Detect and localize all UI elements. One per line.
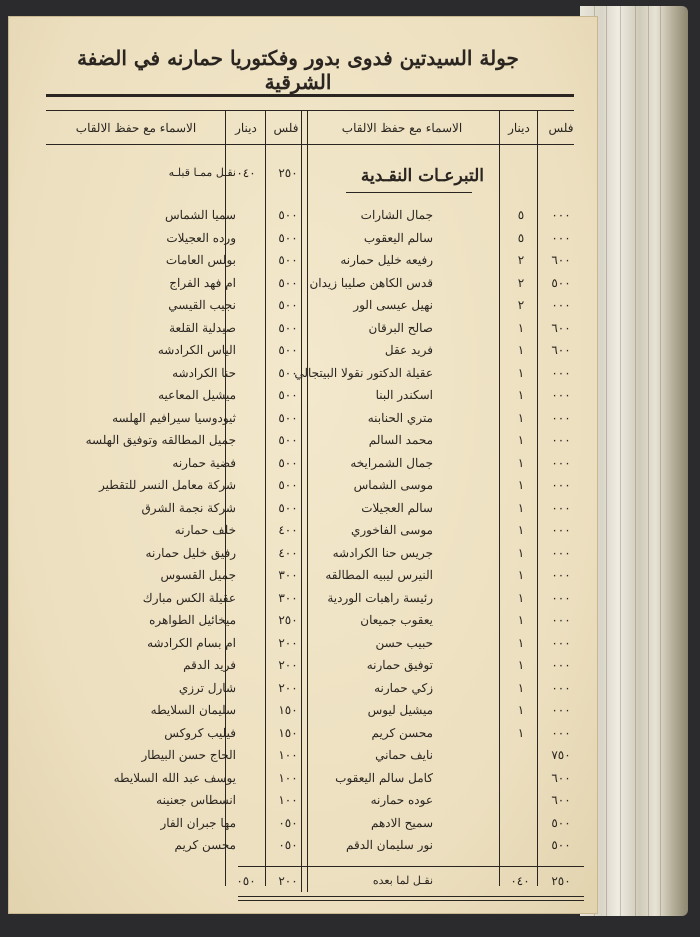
donor-fils: ٠٥٠ [278, 838, 298, 852]
donor-fils: ٥٠٠ [278, 275, 298, 290]
donor-name: كامل سالم اليعقوب [335, 770, 433, 785]
donor-dinar: ١ [517, 680, 525, 695]
donor-name: عوده حمارنه [370, 793, 433, 807]
donor-name: محمد السالم [368, 433, 433, 447]
donor-dinar: ١ [517, 320, 525, 335]
donor-dinar: ١ [517, 703, 525, 717]
table-row [8, 542, 598, 564]
donor-name: صيدلية القلعة [169, 320, 236, 335]
donor-dinar: ١ [517, 613, 525, 627]
footer-rule-bottom-2 [238, 900, 584, 901]
donor-fils: ٠٠٠ [551, 230, 571, 245]
carry-in-label: نقـل ممـا قبلـه [168, 166, 236, 179]
donor-name: سالم اليعقوب [363, 230, 433, 245]
footer-rule-bottom-1 [238, 896, 584, 897]
donor-fils: ٧٥٠ [551, 748, 571, 762]
donor-fils: ٠٠٠ [551, 725, 571, 740]
donor-fils: ٤٠٠ [278, 523, 298, 537]
donor-fils: ٥٠٠ [278, 388, 298, 402]
table-row [8, 474, 598, 496]
donor-dinar: ١ [517, 388, 525, 402]
donor-fils: ٠٠٠ [551, 478, 571, 492]
table-row [8, 789, 598, 811]
donor-fils: ٦٠٠ [551, 793, 571, 807]
donor-name: جمال الشمرايخه [350, 455, 433, 470]
header-right-dinar: دينار [508, 121, 530, 135]
donor-fils: ٠٥٠ [278, 815, 298, 830]
carry-in-dinar: ٠٤٠ [236, 166, 256, 180]
donor-dinar: ١ [517, 410, 525, 425]
donor-fils: ١٠٠ [278, 748, 298, 762]
donor-name: ميشيل المعاعيه [158, 388, 236, 402]
table-row [8, 227, 598, 249]
top-rule [46, 94, 574, 97]
donor-dinar: ٢ [517, 298, 525, 312]
header-left-fils: فلس [273, 121, 299, 135]
donor-fils: ٥٠٠ [278, 230, 298, 245]
donor-name: شركة معامل النسر للتقطير [99, 478, 236, 492]
donor-fils: ٥٠٠ [278, 208, 298, 222]
donor-dinar: ١ [517, 658, 525, 672]
donor-dinar: ١ [517, 568, 525, 582]
donor-dinar: ٢ [517, 253, 525, 267]
donor-fils: ٢٠٠ [278, 635, 298, 650]
donor-name: الحاج حسن البيطار [141, 748, 236, 762]
donor-fils: ٥٠٠ [278, 365, 298, 380]
table-row [8, 452, 598, 474]
donor-name: رفيق خليل حمارنه [145, 545, 236, 560]
donor-name: ميخائيل الطواهره [149, 613, 236, 627]
footer-rule-top [238, 866, 584, 867]
donor-name: بولس العامات [165, 253, 236, 267]
donor-name: جريس حنا الكرادشه [332, 545, 433, 560]
donor-name: سليمان السلايطه [150, 703, 236, 717]
donor-name: فضية حمارنه [172, 455, 236, 470]
donor-name: سميا الشماس [164, 208, 236, 222]
table-row [8, 249, 598, 271]
donor-fils: ٠٠٠ [551, 455, 571, 470]
donor-name: خلف حمارنه [174, 523, 236, 537]
donor-fils: ٦٠٠ [551, 320, 571, 335]
donor-dinar: ١ [517, 725, 525, 740]
table-row [8, 564, 598, 586]
donor-fils: ١٠٠ [278, 770, 298, 785]
table-row [8, 272, 598, 294]
donor-fils: ٢٠٠ [278, 680, 298, 695]
table-row [8, 339, 598, 361]
donor-fils: ٢٥٠ [278, 613, 298, 627]
donor-name: فريد الدقم [183, 658, 236, 672]
donor-name: ام فهد الفراج [169, 275, 236, 290]
table-row [8, 497, 598, 519]
donor-name: نور سليمان الدقم [345, 838, 433, 852]
header-top-rule [46, 110, 574, 111]
donor-fils: ٥٠٠ [551, 275, 571, 290]
table-row [8, 587, 598, 609]
table-row [8, 429, 598, 451]
donor-name: اسكندر البنا [375, 388, 433, 402]
header-right-fils: فلس [548, 121, 574, 135]
donor-name: جمال الشارات [360, 208, 433, 222]
header-left-names: الاسماء مع حفظ الالقاب [75, 121, 197, 135]
donor-fils: ٠٠٠ [551, 410, 571, 425]
donor-name: ام بسام الكرادشه [147, 635, 236, 650]
donor-name: النيرس ليبيه المطالقه [325, 568, 433, 582]
donor-fils: ١٥٠ [278, 703, 298, 717]
donor-name: موسى الشماس [353, 478, 433, 492]
donor-fils: ٦٠٠ [551, 343, 571, 357]
donor-fils: ٠٠٠ [551, 568, 571, 582]
donor-name: جميل القسوس [160, 568, 236, 582]
section-title-underline [346, 192, 472, 193]
carry-out-dinar: ٠٤٠ [510, 874, 530, 888]
donor-fils: ٥٠٠ [551, 838, 571, 852]
donor-fils: ٥٠٠ [278, 343, 298, 357]
donor-fils: ١٥٠ [278, 725, 298, 740]
donor-name: ثيودوسيا سيرافيم الهلسه [112, 410, 236, 425]
table-row [8, 677, 598, 699]
donor-dinar: ١ [517, 343, 525, 357]
donor-dinar: ٢ [517, 275, 525, 290]
donor-fils: ٦٠٠ [551, 253, 571, 267]
donor-dinar: ١ [517, 590, 525, 605]
donor-fils: ٥٠٠ [278, 253, 298, 267]
donor-dinar: ١ [517, 365, 525, 380]
donor-name: ورده العجيلات [166, 230, 236, 245]
donor-fils: ٥٠٠ [278, 455, 298, 470]
donor-name: محسن كريم [371, 725, 433, 740]
donor-name: توفيق حمارنه [366, 658, 433, 672]
donor-fils: ٠٠٠ [551, 680, 571, 695]
donor-name: نايف حماني [375, 748, 433, 762]
carry-in-fils: ٢٥٠ [278, 166, 298, 180]
table-row [8, 834, 598, 856]
donor-name: حنا الكرادشه [172, 365, 236, 380]
donor-dinar: ١ [517, 500, 525, 515]
donor-fils: ٥٠٠ [278, 410, 298, 425]
table-row [8, 744, 598, 766]
donor-fils: ٠٠٠ [551, 658, 571, 672]
donor-name: يعقوب جميعان [360, 613, 433, 627]
donor-name: مها جبران الفار [160, 815, 236, 830]
table-row [8, 722, 598, 744]
header-right-names: الاسماء مع حفظ الالقاب [341, 121, 463, 135]
header-bottom-rule [46, 144, 574, 145]
donor-fils: ٠٠٠ [551, 635, 571, 650]
section-title: التبرعـات النقـدية [360, 166, 484, 186]
donor-name: قدس الكاهن صليبا زيدان [309, 275, 433, 290]
donor-fils: ١٠٠ [278, 793, 298, 807]
left-total-dinar: ٠٥٠ [236, 874, 256, 888]
table-row [8, 654, 598, 676]
donor-fils: ٠٠٠ [551, 365, 571, 380]
donor-fils: ٥٠٠ [278, 320, 298, 335]
table-row [8, 699, 598, 721]
table-row [8, 204, 598, 226]
carry-in-row [8, 162, 598, 184]
table-row [8, 362, 598, 384]
donor-dinar: ١ [517, 545, 525, 560]
donor-name: صالح البرقان [368, 320, 433, 335]
donor-fils: ٠٠٠ [551, 545, 571, 560]
donor-dinar: ١ [517, 523, 525, 537]
donor-fils: ٠٠٠ [551, 298, 571, 312]
table-row [8, 767, 598, 789]
ledger-page [8, 16, 598, 914]
donor-name: رفيعه خليل حمارنه [340, 253, 433, 267]
donor-name: ميشيل ليوس [367, 703, 433, 717]
donor-fils: ٥٠٠ [551, 815, 571, 830]
table-row [8, 609, 598, 631]
donor-fils: ٠٠٠ [551, 590, 571, 605]
donor-fils: ٣٠٠ [278, 568, 298, 582]
left-total-fils: ٢٠٠ [278, 874, 298, 888]
donor-name: سميح الادهم [370, 815, 433, 830]
donor-fils: ٠٠٠ [551, 208, 571, 222]
donor-name: عقيلة الدكتور نقولا البيتجالي [294, 365, 433, 380]
donor-name: شارل ترزي [178, 680, 236, 695]
donor-fils: ٠٠٠ [551, 523, 571, 537]
donor-fils: ٠٠٠ [551, 613, 571, 627]
donor-name: سالم العجيلات [361, 500, 433, 515]
table-row [8, 294, 598, 316]
donor-name: فيليب كروكس [164, 725, 236, 740]
donor-fils: ٥٠٠ [278, 433, 298, 447]
table-row [8, 519, 598, 541]
table-row [8, 384, 598, 406]
donor-dinar: ١ [517, 455, 525, 470]
donor-name: نجيب القيسي [168, 298, 236, 312]
donor-name: جميل المطالقه وتوفيق الهلسه [85, 433, 236, 447]
donor-name: رئيسة راهبات الوردية [327, 590, 433, 605]
donor-name: عقيلة الكس مبارك [142, 590, 236, 605]
donor-name: نهيل عيسى الور [353, 298, 433, 312]
donor-name: انسطاس جعنينه [156, 793, 236, 807]
donor-dinar: ٥ [517, 208, 525, 222]
table-row [8, 632, 598, 654]
donor-name: فريد عقل [384, 343, 433, 357]
donor-fils: ٦٠٠ [551, 770, 571, 785]
carry-out-label: نقـل لما بعده [372, 874, 433, 887]
donor-dinar: ١ [517, 635, 525, 650]
donor-name: حبيب حسن [375, 635, 433, 650]
donor-dinar: ١ [517, 433, 525, 447]
carry-out-fils: ٢٥٠ [551, 874, 571, 888]
donor-fils: ٠٠٠ [551, 388, 571, 402]
donor-name: زكي حمارنه [374, 680, 433, 695]
donor-dinar: ٥ [517, 230, 525, 245]
donor-name: يوسف عبد الله السلايطه [113, 770, 236, 785]
donor-fils: ٥٠٠ [278, 500, 298, 515]
footer-totals-row [8, 870, 598, 892]
donor-fils: ٥٠٠ [278, 298, 298, 312]
donor-fils: ٠٠٠ [551, 703, 571, 717]
header-left-dinar: دينار [235, 121, 257, 135]
page-title: جولة السيدتين فدوى بدور وفكتوريا حمارنه في الضفة الشرقية [77, 46, 519, 94]
donor-fils: ٤٠٠ [278, 545, 298, 560]
table-row [8, 407, 598, 429]
table-row [8, 812, 598, 834]
donor-name: محسن كريم [174, 838, 236, 852]
donor-fils: ٥٠٠ [278, 478, 298, 492]
table-row [8, 317, 598, 339]
donor-dinar: ١ [517, 478, 525, 492]
donor-fils: ٠٠٠ [551, 500, 571, 515]
donor-fils: ٣٠٠ [278, 590, 298, 605]
donor-name: موسى الفاخوري [350, 523, 433, 537]
donor-name: شركة نجمة الشرق [141, 500, 236, 515]
donor-fils: ٢٠٠ [278, 658, 298, 672]
donor-name: متري الحنابنه [367, 410, 433, 425]
donor-fils: ٠٠٠ [551, 433, 571, 447]
donor-name: الياس الكرادشه [157, 343, 236, 357]
